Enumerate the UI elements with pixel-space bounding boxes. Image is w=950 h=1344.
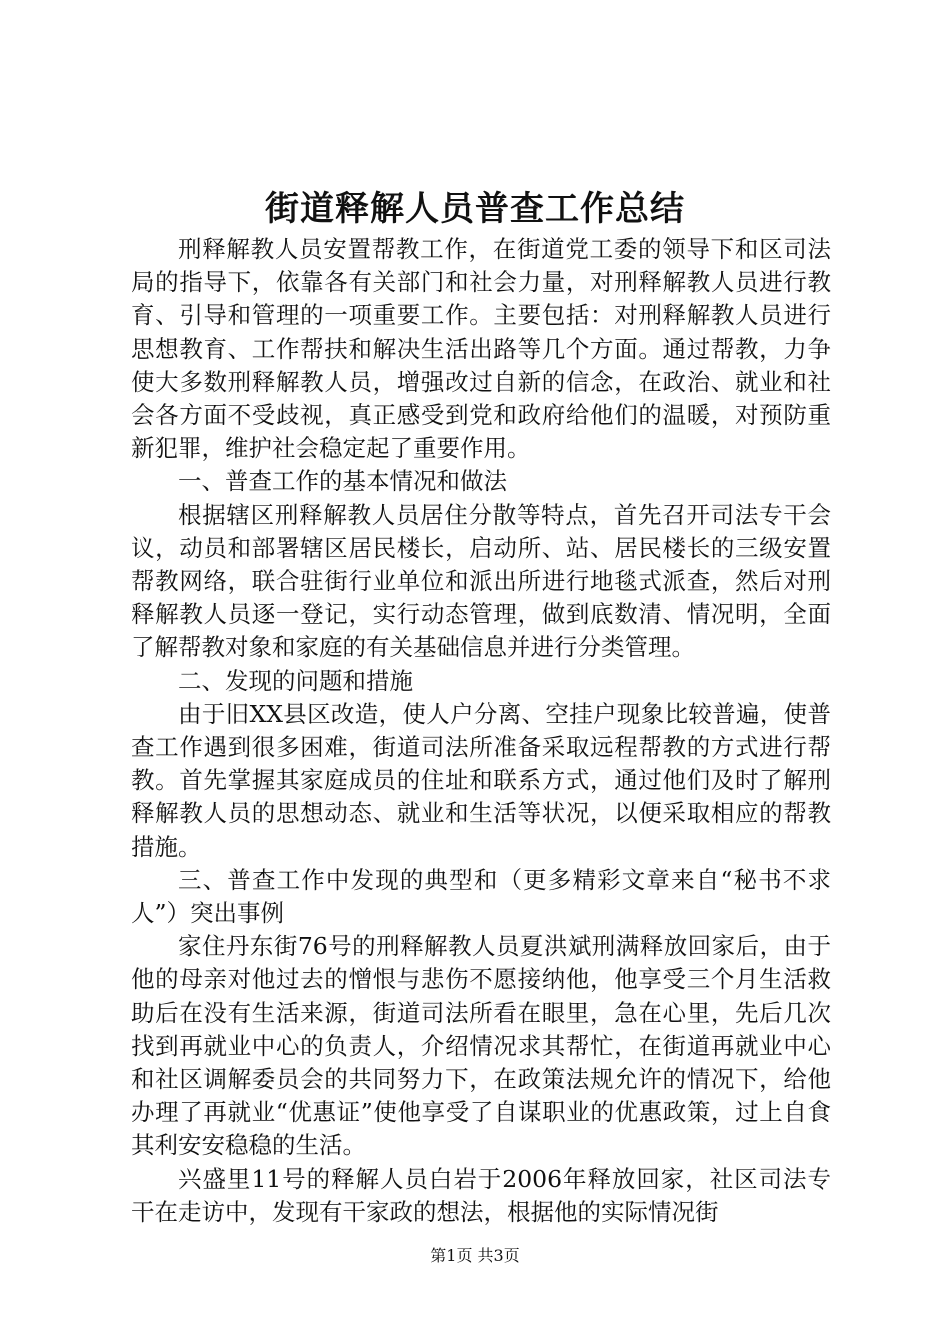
paragraph-example-1: 家住丹东街76号的刑释解教人员夏洪斌刑满释放回家后，由于他的母亲对他过去的憎恨与悲伤不愿接纳他，他享受三个月生活救助后在没有生活来源，街道司法所看在眼里，急在心里，先后几次找到再就业中心的负责人，介绍情况求其帮忙，在街道再就业中心和社区调解委员会的共同努力下，在政策法规允许的情况下，给他办理了再就业“优惠证”使他享受了自谋职业的优惠政策，过上自食其利安安稳稳的生活。 [131, 932, 831, 1160]
paragraph-section-1: 根据辖区刑释解教人员居住分散等特点，首先召开司法专干会议，动员和部署辖区居民楼长，启动所、站、居民楼长的三级安置帮教网络，联合驻街行业单位和派出所进行地毯式派查，然后对刑释解教人员逐一登记，实行动态管理，做到底数清、情况明，全面了解帮教对象和家庭的有关基础信息并进行分类管理。 [131, 500, 831, 662]
document-body [131, 233, 831, 1229]
section-heading-2: 二、发现的问题和措施 [178, 666, 413, 695]
paragraph-section-2: 由于旧XX县区改造，使人户分离、空挂户现象比较普遍，使普查工作遇到很多困难，街道司法所准备采取远程帮教的方式进行帮教。首先掌握其家庭成员的住址和联系方式，通过他们及时了解刑释解教人员的思想动态、就业和生活等状况，以便采取相应的帮教措施。 [131, 699, 831, 861]
paragraph-example-2: 兴盛里11号的释解人员白岩于2006年释放回家，社区司法专干在走访中，发现有干家政的想法，根据他的实际情况街 [131, 1164, 831, 1226]
page-footer: 第1页 共3页 [430, 1246, 520, 1265]
section-heading-3: 三、普查工作中发现的典型和（更多精彩文章来自“秘书不求人”）突出事例 [131, 865, 831, 928]
document-title: 街道释解人员普查工作总结 [265, 189, 685, 229]
section-heading-1: 一、普查工作的基本情况和做法 [178, 467, 507, 496]
paragraph-intro: 刑释解教人员安置帮教工作，在街道党工委的领导下和区司法局的指导下，依靠各有关部门和社会力量，对刑释解教人员进行教育、引导和管理的一项重要工作。主要包括：对刑释解教人员进行思想教育、工作帮扶和解决生活出路等几个方面。通过帮教，力争使大多数刑释解教人员，增强改过自新的信念，在政治、就业和社会各方面不受歧视，真正感受到党和政府给他们的温暖，对预防重新犯罪，维护社会稳定起了重要作用。 [131, 235, 831, 463]
